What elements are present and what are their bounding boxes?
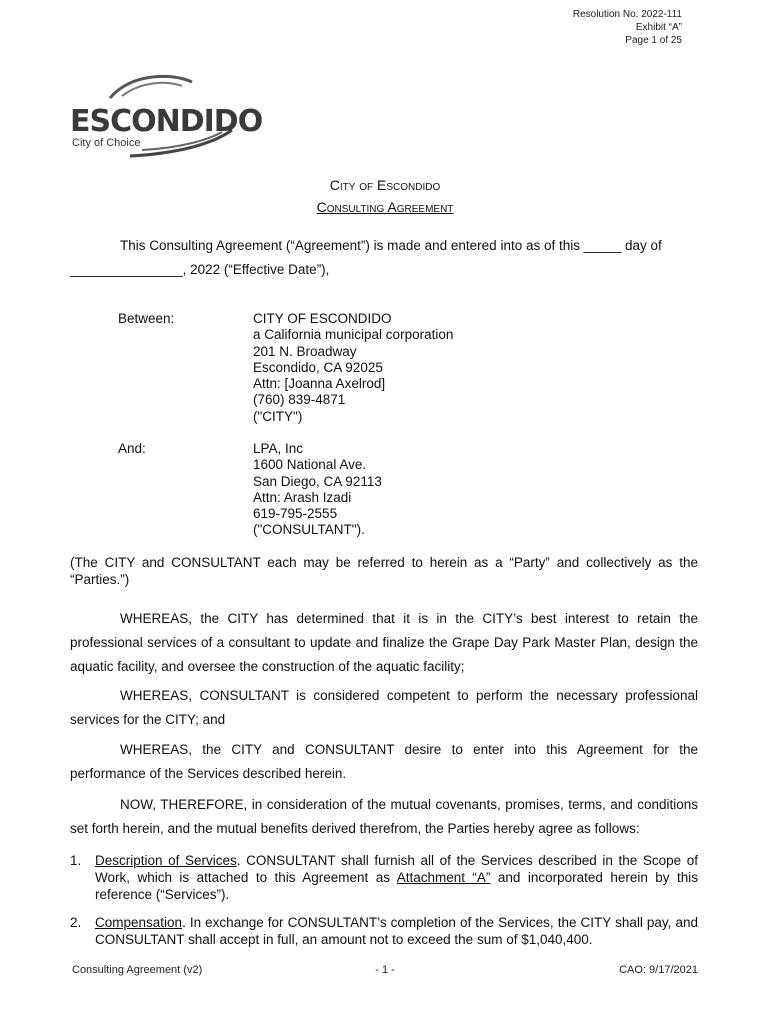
section-text: . CONSULTANT shall furnish all of the Services described in the Scope of Work, which is attached to this Agreement as (95, 853, 698, 885)
page-count: Page 1 of 25 (625, 35, 682, 46)
resolution-number: Resolution No. 2022-111 (572, 9, 682, 20)
whereas-paragraph-3: WHEREAS, the CITY and CONSULTANT desire to enter into this Agreement for the performance of the Services described herein. (70, 742, 698, 781)
section-2 (70, 914, 698, 948)
whereas-paragraph-1: WHEREAS, the CITY has determined that it is in the CITY’s best interest to retain the professional services of a consultant to update and finalize the Grape Day Park Master Plan, design the aquatic facility, and oversee the construction of the aquatic facility; (70, 611, 698, 674)
logo-tagline: City of Choice (72, 137, 141, 149)
city-party-block: CITY OF ESCONDIDO a California municipal corporation 201 N. Broadway Escondido, CA 92025 Attn: [Joanna Axelrod] (760) 839-4871 ("CITY") (253, 311, 454, 424)
section-heading: Compensation (95, 915, 183, 930)
footer-page-number: - 1 - (375, 964, 395, 976)
section-number: 1. (70, 853, 82, 868)
section-text-end: and incorporated herein by this reference (“Services”). (95, 870, 699, 902)
document-title: City of Escondido (329, 177, 441, 193)
whereas-paragraph-2: WHEREAS, CONSULTANT is considered competent to perform the necessary professional services for the CITY; and (70, 688, 698, 727)
section-1 (70, 852, 698, 903)
footer-doc-name: Consulting Agreement (v2) (72, 964, 203, 976)
document-subtitle: Consulting Agreement (316, 199, 454, 215)
exhibit-label: Exhibit “A” (635, 22, 682, 33)
attachment-reference: Attachment “A” (396, 870, 491, 885)
section-heading: Description of Services (95, 853, 237, 868)
parties-note: (The CITY and CONSULTANT each may be referred to herein as a “Party” and collectively as the “Parties.”) (70, 555, 698, 587)
logo-wordmark: ESCONDIDO (70, 104, 263, 139)
footer-cao-date: CAO: 9/17/2021 (619, 964, 698, 976)
section-text: . In exchange for CONSULTANT’s completion of the Services, the CITY shall pay, and CONSULTANT shall accept in full, an amount not to exceed the sum of $1,040,400. (95, 915, 698, 947)
and-label: And: (118, 441, 146, 456)
intro-line-2: _______________, 2022 (“Effective Date”), (70, 262, 330, 277)
resolution-header (573, 8, 682, 47)
intro-line-1: This Consulting Agreement (“Agreement”) is made and entered into as of this _____ day of (120, 238, 662, 253)
now-therefore-paragraph: NOW, THEREFORE, in consideration of the mutual covenants, promises, terms, and conditions set forth herein, and the mutual benefits derived therefrom, the Parties hereby agree as follows: (70, 797, 698, 836)
city-logo (70, 70, 263, 160)
consultant-party-block: LPA, Inc 1600 National Ave. San Diego, CA 92113 Attn: Arash Izadi 619-795-2555 ("CONSULTANT"). (253, 441, 382, 538)
between-label: Between: (118, 311, 175, 326)
section-number: 2. (70, 915, 82, 930)
